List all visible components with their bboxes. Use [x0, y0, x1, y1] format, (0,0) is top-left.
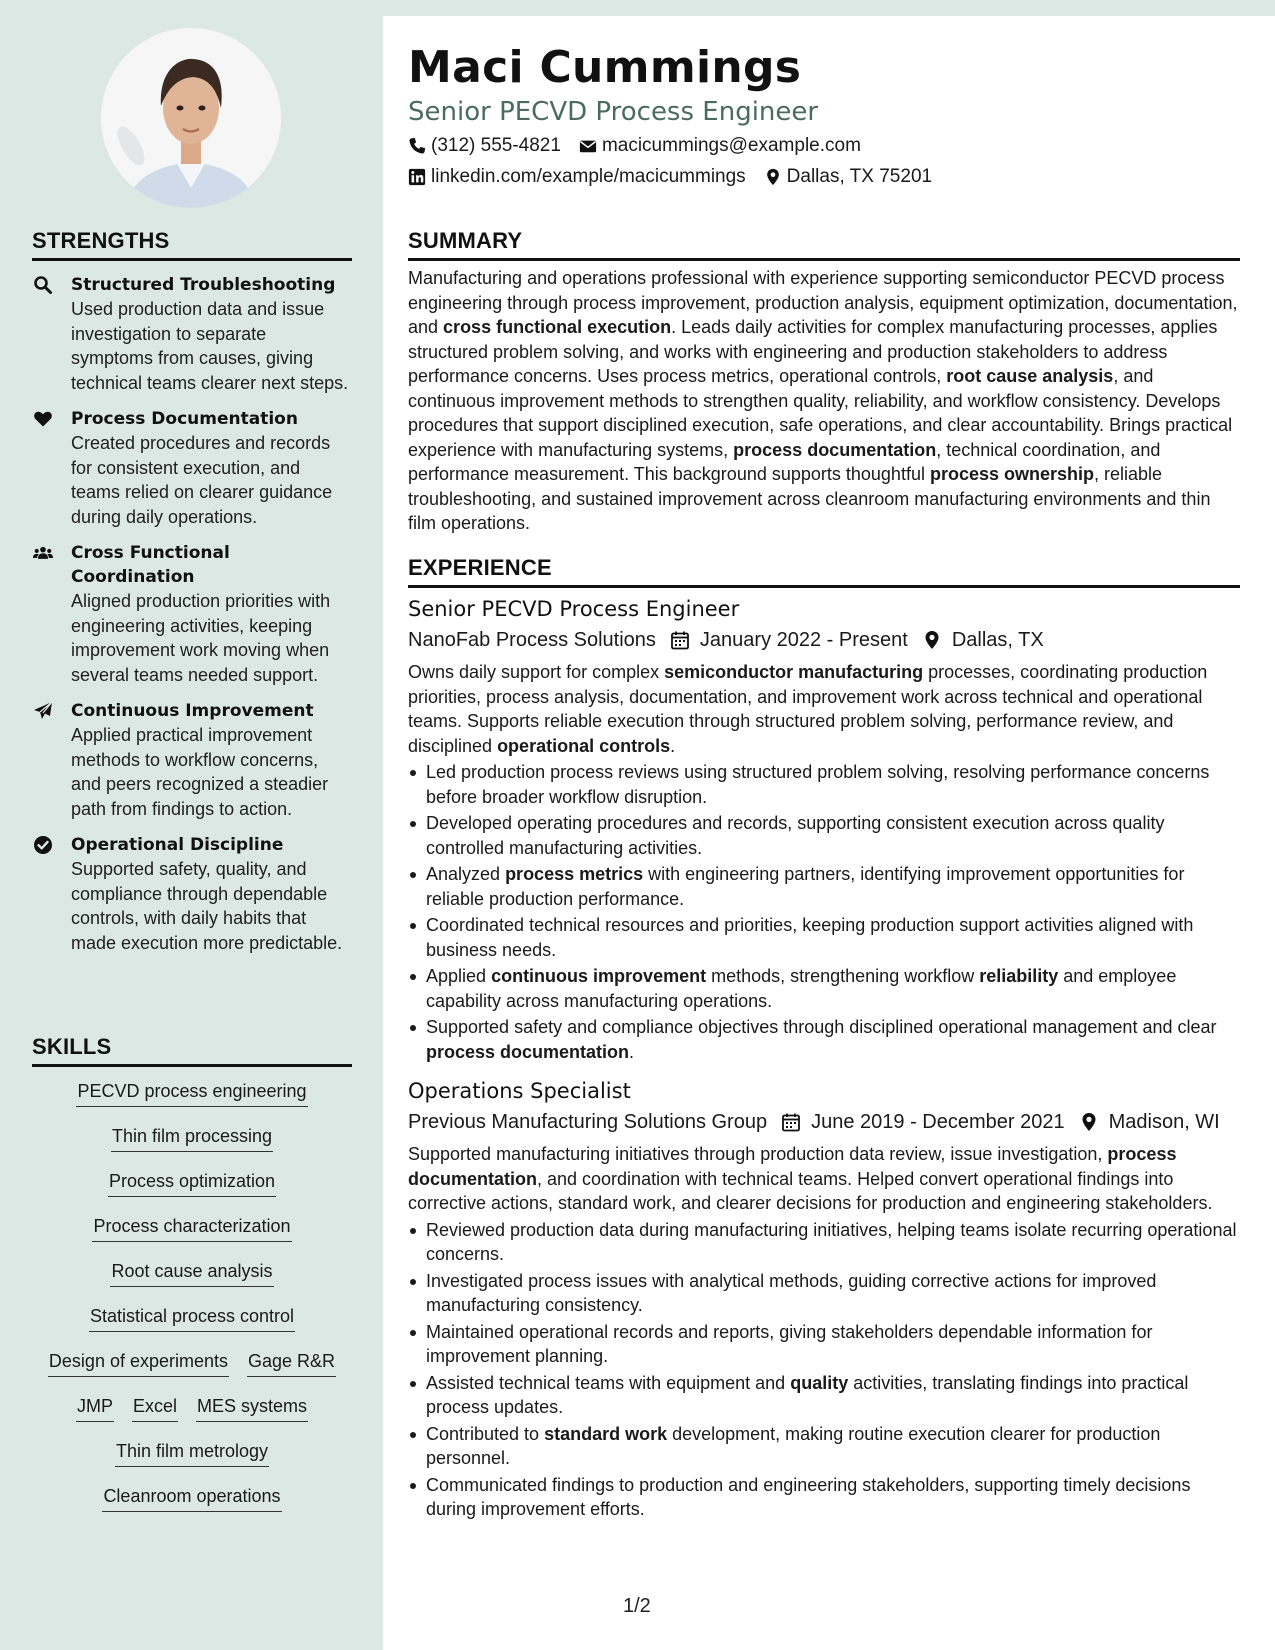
bold-text: standard work	[544, 1423, 668, 1444]
envelope-icon	[579, 136, 599, 156]
bold-text: process documentation	[733, 439, 937, 460]
text-segment: Investigated process issues with analytical methods, guiding corrective actions for improved manufacturing consistency.	[426, 1270, 1157, 1315]
job-summary	[408, 1142, 1240, 1216]
phone-number: (312) 555-4821	[431, 135, 561, 156]
profile-photo	[101, 28, 281, 208]
text-segment: Reviewed production data during manufacturing initiatives, helping teams isolate recurring operational concerns.	[426, 1219, 1237, 1264]
text-segment: . Leads daily activities for complex manufacturing processes, applies structured problem solving, and works with engineering and production stakeholders to address performance concerns. Uses process metrics, operational controls,	[408, 317, 1218, 386]
linkedin-contact	[408, 164, 746, 190]
job-entry	[408, 1076, 1240, 1522]
strengths-section	[32, 228, 352, 955]
strength-description: Supported safety, quality, and compliance through dependable controls, with daily habits that made execution more predictable.	[71, 859, 343, 953]
company-name: Previous Manufacturing Solutions Group	[408, 1111, 768, 1133]
strength-item	[32, 699, 352, 821]
job-dates: January 2022 - Present	[699, 629, 908, 651]
bullet-item	[426, 1371, 1240, 1420]
text-segment: with engineering partners, identifying improvement opportunities for reliable production performance.	[426, 864, 1185, 909]
text-segment: processes, coordinating production priorities, process analysis, documentation, and improvement work across technical and operational teams. Supports reliable execution through structured problem solving, performance review, and disciplined	[408, 662, 1208, 756]
profile-photo-illustration	[101, 28, 281, 208]
email-address: macicummings@example.com	[601, 135, 861, 156]
job-location: Madison, WI	[1108, 1111, 1220, 1133]
contact-row-2	[408, 164, 950, 190]
job-title: Senior PECVD Process Engineer	[408, 597, 740, 621]
skill-tag: Thin film processing	[111, 1124, 273, 1152]
text-segment: methods, strengthening workflow	[706, 966, 980, 986]
skill-tag: Root cause analysis	[110, 1259, 273, 1287]
skill-tag: JMP	[76, 1394, 114, 1422]
page-number: 1/2	[623, 1595, 651, 1617]
skill-row	[32, 1439, 352, 1484]
strength-item	[32, 273, 352, 395]
skill-tag: Design of experiments	[48, 1349, 229, 1377]
bullet-item	[426, 1422, 1240, 1471]
candidate-title: Senior PECVD Process Engineer	[408, 97, 819, 127]
text-segment: Communicated findings to production and engineering stakeholders, supporting timely decisions during improvement efforts.	[426, 1474, 1191, 1519]
bullet-item	[426, 862, 1240, 911]
calendar-icon	[670, 630, 690, 650]
bold-text: process documentation	[426, 1041, 630, 1062]
strength-description: Applied practical improvement methods to workflow concerns, and peers recognized a steadier path from findings to action.	[71, 725, 329, 819]
skill-row	[32, 1259, 352, 1304]
skill-row	[32, 1394, 352, 1439]
users-icon	[33, 543, 55, 563]
text-segment: , and coordination with technical teams. Helped convert operational findings into corrective actions, standard work, and clearer decisions for production and engineering stakeholders.	[408, 1168, 1213, 1213]
location-contact	[764, 164, 932, 190]
skill-row	[32, 1304, 352, 1349]
text-segment: Owns daily support for complex	[408, 662, 665, 682]
job-bullets	[408, 1218, 1240, 1522]
text-segment: Led production process reviews using structured problem solving, resolving performance concerns before broader workflow disruption.	[426, 762, 1210, 807]
bullet-item	[426, 1218, 1240, 1267]
strength-title: Process Documentation	[71, 409, 298, 429]
map-pin-icon	[922, 630, 942, 650]
skill-row	[32, 1349, 352, 1394]
map-pin-icon	[764, 167, 784, 187]
job-location: Dallas, TX	[951, 629, 1044, 651]
bold-text: process metrics	[505, 864, 644, 884]
bullet-item	[426, 811, 1240, 860]
experience-heading: EXPERIENCE	[408, 555, 1240, 588]
strength-description: Used production data and issue investigation to separate symptoms from causes, giving technical teams clearer next steps.	[71, 299, 349, 393]
paper-plane-icon	[33, 701, 55, 721]
strength-description: Created procedures and records for consistent execution, and teams relied on clearer guidance during daily operations.	[71, 433, 333, 527]
job-entry	[408, 594, 1240, 1064]
text-segment: Supported safety and compliance objectives through disciplined operational management and clear	[426, 1017, 1217, 1037]
skill-row	[32, 1214, 352, 1259]
job-title: Operations Specialist	[408, 1079, 631, 1103]
bullet-item	[426, 1269, 1240, 1318]
map-pin-icon	[1079, 1112, 1099, 1132]
skill-row	[32, 1169, 352, 1214]
linkedin-url: linkedin.com/example/macicummings	[431, 166, 746, 187]
skills-heading: SKILLS	[32, 1034, 352, 1067]
job-meta	[408, 626, 1240, 654]
job-meta	[408, 1108, 1240, 1136]
bold-text: reliability	[979, 966, 1059, 986]
bullet-item	[426, 1320, 1240, 1369]
bullet-item	[426, 1015, 1240, 1064]
heart-icon	[33, 409, 55, 429]
bold-text: process ownership	[929, 464, 1095, 484]
contact-row-1	[408, 133, 879, 159]
text-segment: Contributed to	[426, 1423, 545, 1444]
job-bullets	[408, 760, 1240, 1064]
skill-row	[32, 1124, 352, 1169]
bold-text: process documentation	[408, 1144, 1177, 1189]
summary-heading: SUMMARY	[408, 228, 1240, 261]
summary-text	[408, 266, 1240, 536]
text-segment: Supported manufacturing initiatives through production data review, issue investigation,	[408, 1144, 1108, 1164]
text-segment: Coordinated technical resources and priorities, keeping production support activities aligned with business needs.	[426, 915, 1194, 960]
bullet-item	[426, 760, 1240, 809]
strength-title: Operational Discipline	[71, 835, 284, 855]
text-segment: .	[629, 1041, 635, 1062]
text-segment: Developed operating procedures and records, supporting consistent execution across quality controlled manufacturing activities.	[426, 813, 1165, 858]
bullet-item	[426, 1473, 1240, 1522]
skill-tag: PECVD process engineering	[76, 1079, 307, 1107]
text-segment: Manufacturing and operations professional with experience supporting semiconductor PECVD process engineering through process improvement, production analysis, equipment optimization, documentation, and	[408, 268, 1238, 337]
job-dates: June 2019 - December 2021	[811, 1111, 1065, 1133]
skill-row	[32, 1079, 352, 1124]
strength-title: Continuous Improvement	[71, 701, 314, 721]
job-summary	[408, 660, 1240, 758]
company-name: NanoFab Process Solutions	[408, 629, 656, 651]
text-segment: Maintained operational records and reports, giving stakeholders dependable information for improvement planning.	[426, 1321, 1153, 1366]
experience-section	[408, 555, 1240, 1524]
bold-text: root cause analysis	[946, 366, 1114, 386]
text-segment: and employee capability across manufacturing operations.	[426, 966, 1177, 1011]
location-text: Dallas, TX 75201	[786, 166, 933, 187]
phone-contact	[408, 133, 561, 159]
check-circle-icon	[33, 835, 55, 855]
strength-item	[32, 541, 352, 687]
strength-title: Cross Functional Coordination	[71, 543, 230, 587]
skill-row	[32, 1484, 352, 1529]
summary-section	[408, 228, 1240, 536]
text-segment: , reliable troubleshooting, and sustained improvement across cleanroom manufacturing environments and thin film operations.	[408, 464, 1211, 533]
text-segment: , technical coordination, and performance measurement. This background supports thoughtful	[408, 439, 1161, 484]
skills-list	[32, 1079, 352, 1529]
skill-tag: Cleanroom operations	[102, 1484, 281, 1512]
calendar-icon	[781, 1112, 801, 1132]
text-segment: Applied	[426, 966, 492, 986]
bold-text: semiconductor manufacturing	[664, 662, 924, 682]
text-segment: development, making routine execution clearer for production personnel.	[426, 1423, 1161, 1468]
strengths-heading: STRENGTHS	[32, 228, 352, 261]
strength-description: Aligned production priorities with engineering activities, keeping improvement work moving when several teams needed support.	[71, 591, 331, 685]
text-segment: activities, translating findings into practical process updates.	[426, 1372, 1189, 1417]
bullet-item	[426, 964, 1240, 1013]
skill-tag: Process optimization	[108, 1169, 276, 1197]
email-contact	[579, 133, 861, 159]
skill-tag: MES systems	[196, 1394, 308, 1422]
phone-icon	[408, 136, 428, 156]
skill-tag: Excel	[132, 1394, 178, 1422]
bold-text: continuous improvement	[491, 966, 707, 986]
candidate-name: Maci Cummings	[408, 42, 802, 93]
bullet-item	[426, 913, 1240, 962]
sidebar	[0, 0, 383, 1650]
bold-text: cross functional execution	[443, 317, 672, 337]
text-segment: .	[670, 735, 676, 756]
text-segment: , and continuous improvement methods to strengthen quality, reliability, and workflow consistency. Develops procedures that support disciplined execution, safe operations, and clear accountability. Brings practical experience with manufacturing systems,	[408, 366, 1233, 460]
text-segment: Assisted technical teams with equipment and	[426, 1372, 791, 1393]
skill-tag: Gage R&R	[247, 1349, 336, 1377]
strength-item	[32, 833, 352, 955]
linkedin-icon	[408, 167, 428, 187]
skill-tag: Thin film metrology	[115, 1439, 269, 1467]
skills-section	[32, 1034, 352, 1529]
skill-tag: Process characterization	[92, 1214, 291, 1242]
text-segment: Analyzed	[426, 864, 506, 884]
strength-item	[32, 407, 352, 529]
strength-title: Structured Troubleshooting	[71, 275, 336, 295]
skill-tag: Statistical process control	[89, 1304, 295, 1332]
search-icon	[33, 275, 55, 295]
bold-text: operational controls	[497, 735, 671, 756]
bold-text: quality	[790, 1372, 849, 1393]
